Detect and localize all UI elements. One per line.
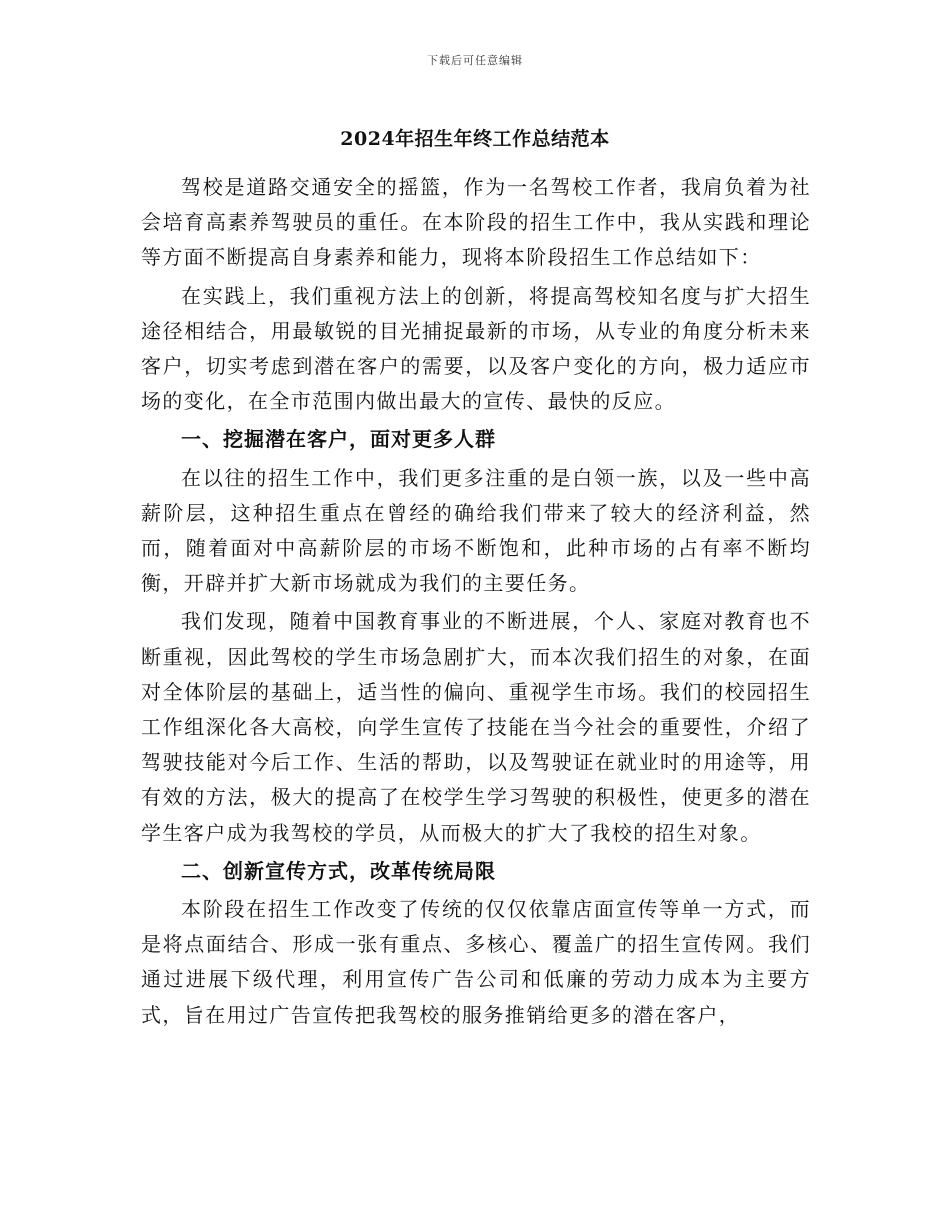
section-heading-2: 二、创新宣传方式，改革传统局限 <box>181 858 496 883</box>
practice-paragraph: 在实践上，我们重视方法上的创新，将提高驾校知名度与扩大招生途径相结合，用最敏锐的目光捕捉最新的市场，从专业的角度分析未来客户，切实考虑到潜在客户的需要，以及客户变化的方向，极力适应市场的变化，在全市范围内做出最大的宣传、最快的反应。 <box>141 283 811 414</box>
document-title: 2024年招生年终工作总结范本 <box>340 128 610 150</box>
page-header-note: 下载后可任意编辑 <box>427 54 523 67</box>
section-heading-1: 一、挖掘潜在客户，面对更多人群 <box>181 427 496 452</box>
document-body <box>141 170 811 1033</box>
section1-paragraph-1: 在以往的招生工作中，我们更多注重的是白领一族，以及一些中高薪阶层，这种招生重点在曾经的确给我们带来了较大的经济利益，然而，随着面对中高薪阶层的市场不断饱和，此种市场的占有率不断均衡，开辟并扩大新市场就成为我们的主要任务。 <box>141 465 811 596</box>
section1-paragraph-2: 我们发现，随着中国教育事业的不断进展，个人、家庭对教育也不断重视，因此驾校的学生市场急剧扩大，而本次我们招生的对象，在面对全体阶层的基础上，适当性的偏向、重视学生市场。我们的校园招生工作组深化各大高校，向学生宣传了技能在当今社会的重要性，介绍了驾驶技能对今后工作、生活的帮助，以及驾驶证在就业时的用途等，用有效的方法，极大的提高了在校学生学习驾驶的积极性，使更多的潜在学生客户成为我驾校的学员，从而极大的扩大了我校的招生对象。 <box>141 609 811 845</box>
section2-paragraph-1: 本阶段在招生工作改变了传统的仅仅依靠店面宣传等单一方式，而是将点面结合、形成一张有重点、多核心、覆盖广的招生宣传网。我们通过进展下级代理，利用宣传广告公司和低廉的劳动力成本为主要方式，旨在用过广告宣传把我驾校的服务推销给更多的潜在客户， <box>141 897 811 1027</box>
intro-paragraph: 驾校是道路交通安全的摇篮，作为一名驾校工作者，我肩负着为社会培育高素养驾驶员的重任。在本阶段的招生工作中，我从实践和理论等方面不断提高自身素养和能力，现将本阶段招生工作总结如下： <box>141 175 811 270</box>
